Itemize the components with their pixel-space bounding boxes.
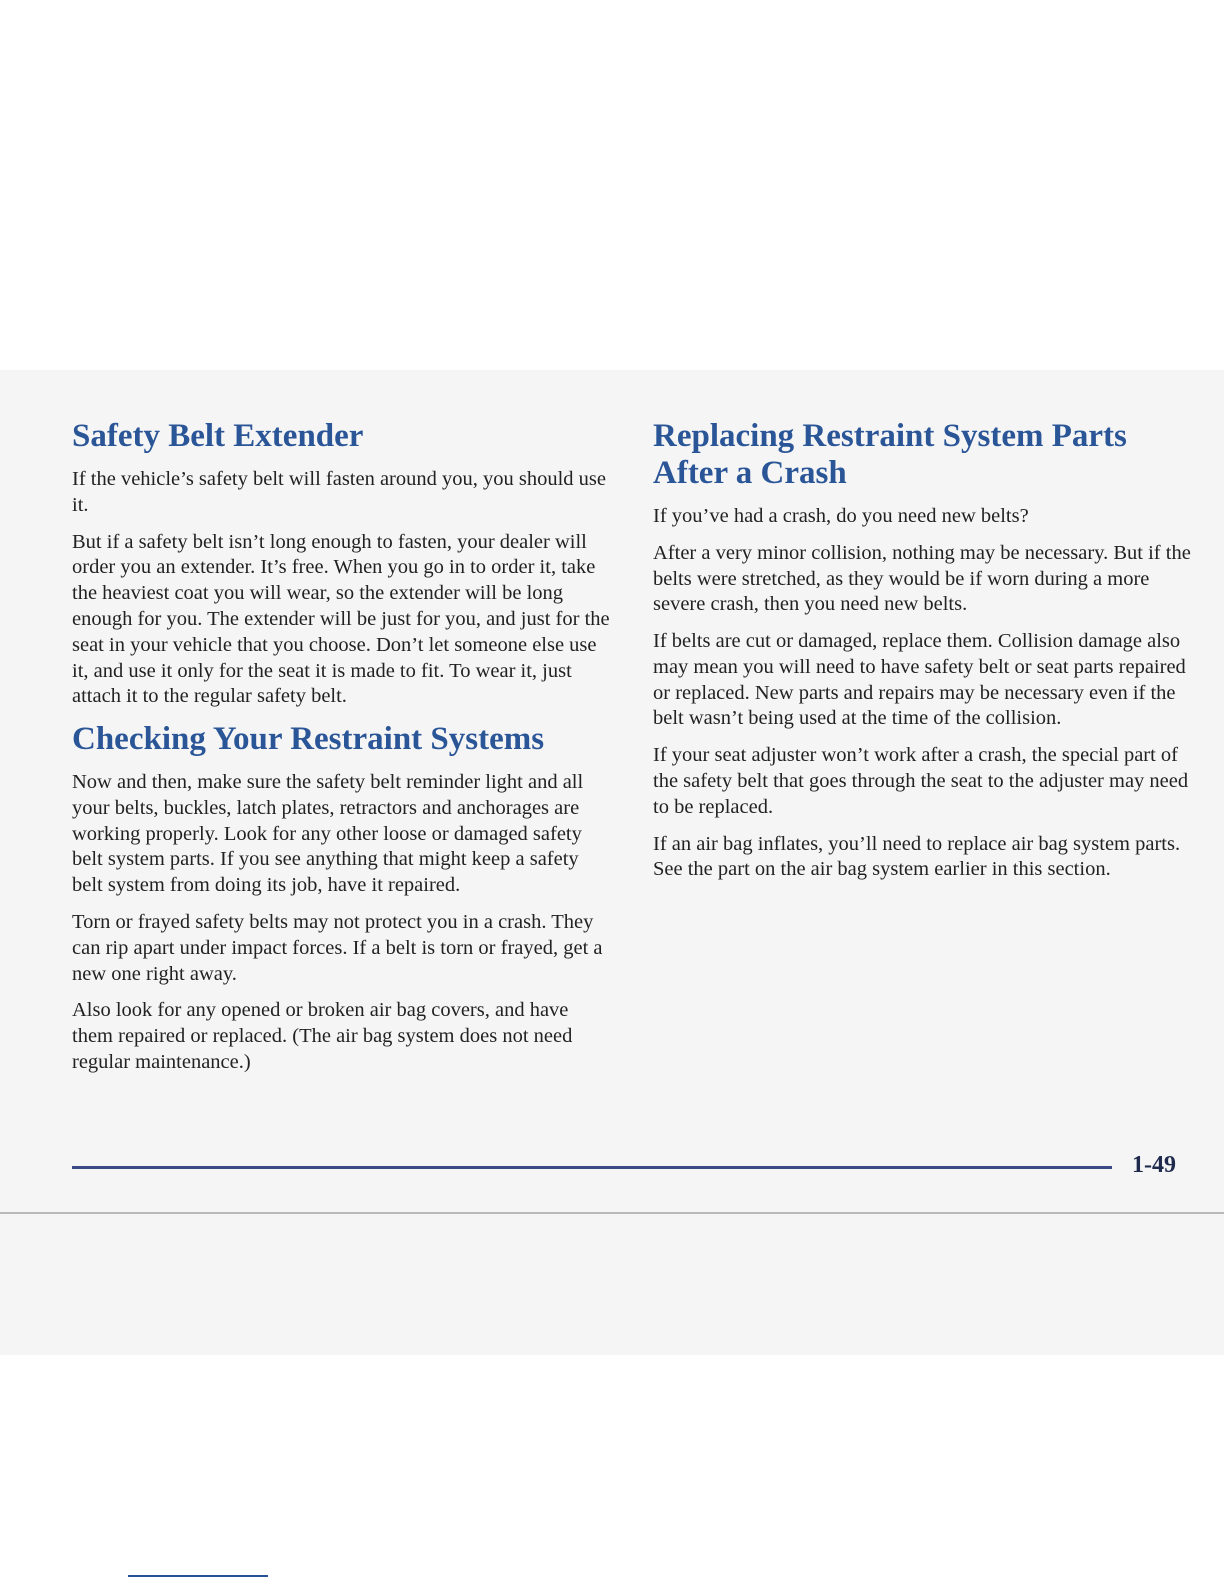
heading-checking-restraint-systems: Checking Your Restraint Systems <box>72 721 545 758</box>
paragraph: Now and then, make sure the safety belt reminder light and all your belts, buckles, latch plates, retractors and anchorages are working properly. Look for any other loose or damaged safety belt system parts. If you see anything that might keep a safety belt system from doing its job, have it repaired. <box>72 771 584 897</box>
paragraph: But if a safety belt isn’t long enough to fasten, your dealer will order you an extender. It’s free. When you go in to order it, take the heaviest coat you will wear, so the extender will be long enough for you. The extender will be just for you, and just for the seat in your vehicle that you choose. Don’t let someone else use it, and use it only for the seat it is made to fit. To wear it, just attach it to the regular safety belt. <box>72 530 610 708</box>
paragraph: Also look for any opened or broken air bag covers, and have them repaired or replaced. (The air bag system does not need regular maintenance.) <box>72 999 573 1074</box>
paragraph: If your seat adjuster won’t work after a crash, the special part of the safety belt that goes through the seat to the adjuster may need to be replaced. <box>653 744 1189 818</box>
paragraph: If you’ve had a crash, do you need new belts? <box>653 504 1029 527</box>
paragraph: If belts are cut or damaged, replace them. Collision damage also may mean you will need to have safety belt or seat parts repaired or replaced. New parts and repairs may be necessary even if the belt wasn’t being used at the time of the collision. <box>653 630 1186 730</box>
paragraph: After a very minor collision, nothing may be necessary. But if the belts were stretched, as they would be if worn during a more severe crash, then you need new belts. <box>653 541 1191 616</box>
left-column <box>72 418 612 1087</box>
bottom-short-rule <box>128 1575 268 1577</box>
paragraph: If an air bag inflates, you’ll need to replace air bag system parts. See the part on the air bag system earlier in this section. <box>653 832 1181 881</box>
page-divider <box>0 1212 1224 1214</box>
heading-safety-belt-extender: Safety Belt Extender <box>72 418 364 454</box>
paragraph: Torn or frayed safety belts may not protect you in a crash. They can rip apart under impact forces. If a belt is torn or frayed, get a new one right away. <box>72 911 603 985</box>
page-number: 1-49 <box>1132 1152 1176 1178</box>
footer-rule <box>72 1166 1112 1169</box>
heading-replacing-restraint-parts: Replacing Restraint System Parts After a Crash <box>653 418 1127 491</box>
right-column <box>653 418 1198 894</box>
paragraph: If the vehicle’s safety belt will fasten around you, you should use it. <box>72 467 607 516</box>
